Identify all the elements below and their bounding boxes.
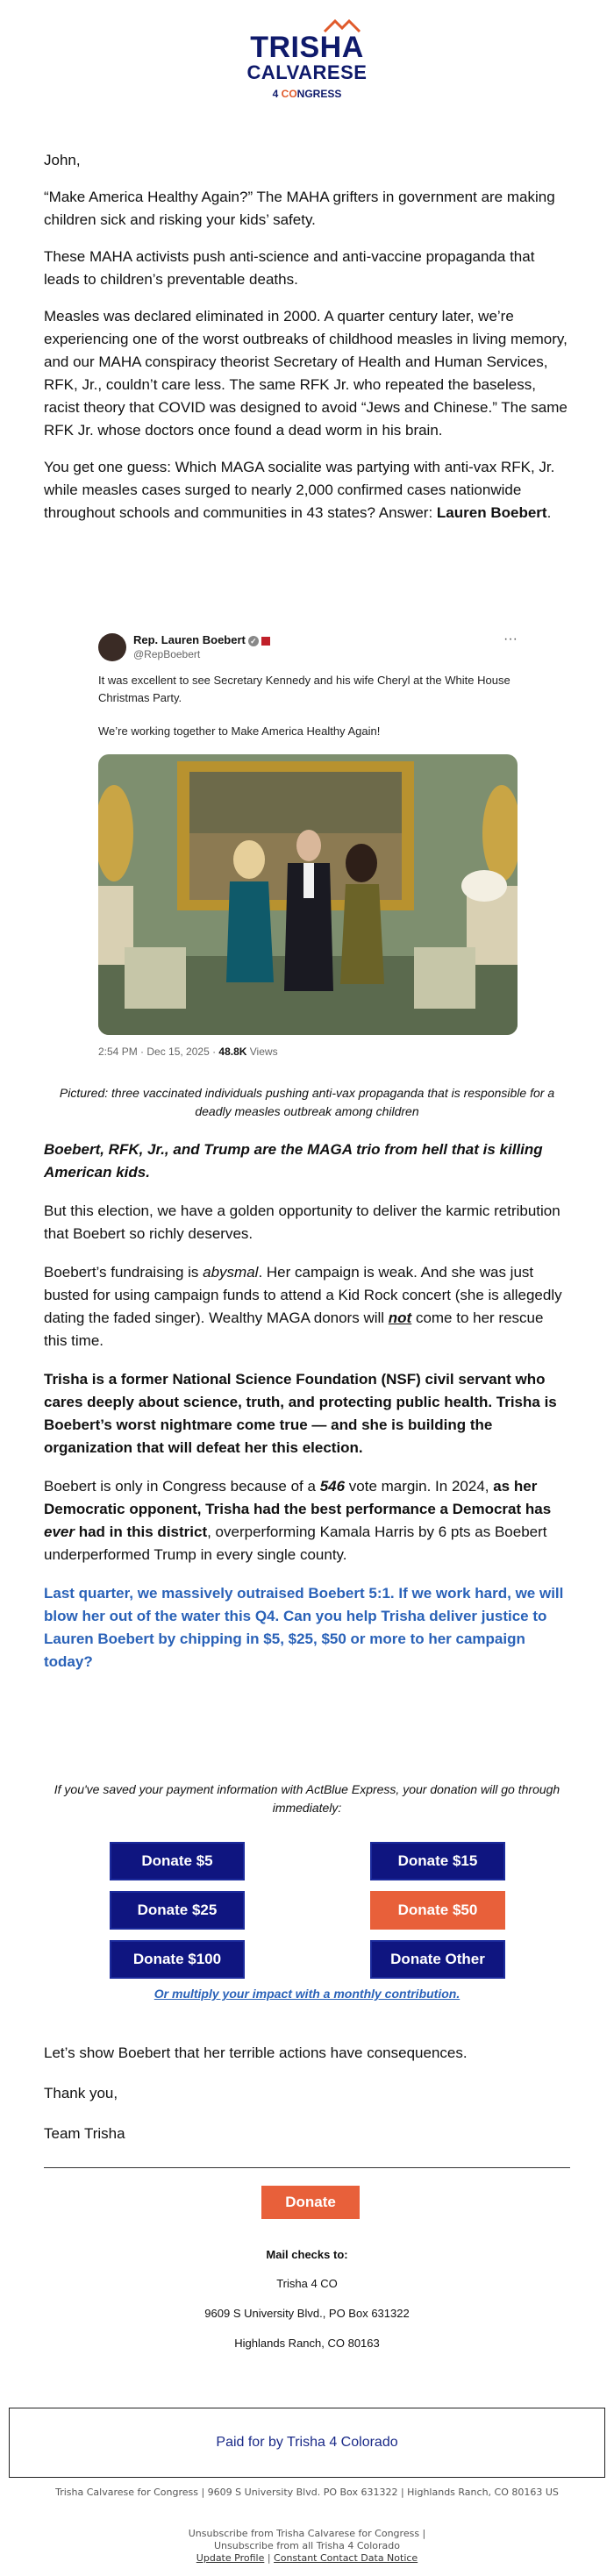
flag-icon [261,637,270,646]
email-body-main [44,1138,570,1689]
mail-street: 9609 S University Blvd., PO Box 631322 [204,2307,410,2320]
tweet-photo [98,754,518,1035]
avatar [98,633,126,661]
paragraph [44,1582,570,1673]
paragraph: But this election, we have a golden opportunity to deliver the karmic retribution that Boebert so richly deserves. [44,1202,560,1242]
paragraph: These MAHA activists push anti-science and anti-vaccine propaganda that leads to children’s preventable deaths. [44,248,535,288]
footer-address: Trisha Calvarese for Congress | 9609 S University Blvd. PO Box 631322 | Highlands Ranch, CO 80163 US [55,2487,559,2498]
campaign-logo [0,7,614,103]
paragraph: Boebert is only in Congress because of a 546 vote margin. In 2024, as her Democratic opponent, Trisha had the best performance a Democrat has ever had in this district, overperforming Kamala Harris by 6 pts as Boebert underperformed Trump in every single county. [44,1478,552,1563]
donate-100-button[interactable]: Donate $100 [110,1940,245,1979]
paragraph: You get one guess: Which MAGA socialite was partying with anti-vax RFK, Jr. while measles cases surged to nearly 2,000 confirmed cases nationwide throughout schools and communities in 43 states? Answer: Lauren Boebert. [44,459,555,521]
embedded-tweet[interactable] [98,626,518,1065]
actblue-note: If you've saved your payment information with ActBlue Express, your donation will go through immediately: [54,1782,560,1815]
donate-25-button[interactable]: Donate $25 [110,1891,245,1930]
verified-icon: ✓ [248,636,259,646]
donate-other-button[interactable]: Donate Other [370,1940,505,1979]
paragraph: Trisha is a former National Science Foundation (NSF) civil servant who cares deeply about science, truth, and protecting public health. Trisha is Boebert’s worst nightmare come true — and she is building the organization that will defeat her this election. [44,1371,557,1456]
divider [44,2167,570,2168]
donate-button[interactable]: Donate [261,2186,360,2219]
email-body-intro [44,149,570,539]
update-profile-link[interactable]: Update Profile [196,2552,265,2564]
unsubscribe-all-link[interactable]: Unsubscribe from all Trisha 4 Colorado [213,2540,401,2551]
data-notice-link[interactable]: Constant Contact Data Notice [274,2552,418,2564]
paragraph: Measles was declared eliminated in 2000. A quarter century later, we’re experiencing one of the worst outbreaks of childhood measles in living memory, and our MAHA conspiracy theorist Secretary of Health and Human Services, RFK, Jr., couldn’t care less. The same RFK Jr. who repeated the baseless, racist theory that COVID was designed to avoid “Jews and Chinese.” The same RFK Jr. whose doctors once found a dead worm in his brain. [44,308,568,439]
paragraph: “Make America Healthy Again?” The MAHA grifters in government are making children sick and risking your kids’ safety. [44,189,555,228]
donate-50-button[interactable]: Donate $50 [370,1891,505,1930]
mail-city: Highlands Ranch, CO 80163 [234,2337,380,2350]
more-options-icon[interactable]: ··· [503,632,518,646]
logo-name-last: CALVARESE [246,61,368,83]
paragraph: Let’s show Boebert that her terrible actions have consequences. [44,2044,468,2061]
logo-tagline: 4 CONGRESS [272,88,342,100]
monthly-contribution [44,1987,570,2001]
email-closing [44,2042,570,2163]
greeting: John, [44,152,81,168]
logo-name-first: TRISHA [250,31,364,64]
paragraph: Boebert, RFK, Jr., and Trump are the MAGA trio from hell that is killing American kids. [44,1141,543,1181]
donate-5-button[interactable]: Donate $5 [110,1842,245,1880]
footer-links: Update Profile | Constant Contact Data Notice [196,2552,418,2564]
mail-name: Trisha 4 CO [276,2277,338,2290]
donate-cta-link[interactable]: Last quarter, we massively outraised Boebert 5:1. If we work hard, we will blow her out of the water this Q4. Can you help Trisha deliver justice to Lauren Boebert by chipping in $5, $25, $50 or more to her campaign today? [44,1585,564,1670]
donate-15-button[interactable]: Donate $15 [370,1842,505,1880]
tweet-handle: @RepBoebert [133,648,201,660]
paragraph: Boebert’s fundraising is abysmal. Her campaign is weak. And she was just busted for using campaign funds to attend a Kid Rock concert (she is allegedly dating the faded singer). Wealthy MAGA donors will not come to her rescue this time. [44,1264,562,1349]
unsubscribe-link[interactable]: Unsubscribe from Trisha Calvarese for Congress | [188,2528,426,2539]
tweet-meta: 2:54 PM · Dec 15, 2025 · 48.8K Views [98,1045,278,1058]
monthly-link[interactable]: Or multiply your impact with a monthly contribution. [154,1987,460,2001]
sign-off: Thank you, [44,2085,118,2101]
paid-for-disclaimer: Paid for by Trisha 4 Colorado [9,2408,605,2478]
tweet-text: It was excellent to see Secretary Kennedy and his wife Cheryl at the White House Christmas Party. We’re working together to Make America Healthy Again! [98,674,510,738]
tweet-author-name: Rep. Lauren Boebert ✓ [133,633,270,646]
photo-caption: Pictured: three vaccinated individuals pushing anti-vax propaganda that is responsible for a deadly measles outbreak among children [59,1086,555,1118]
mail-heading: Mail checks to: [266,2248,348,2261]
signature: Team Trisha [44,2125,125,2142]
